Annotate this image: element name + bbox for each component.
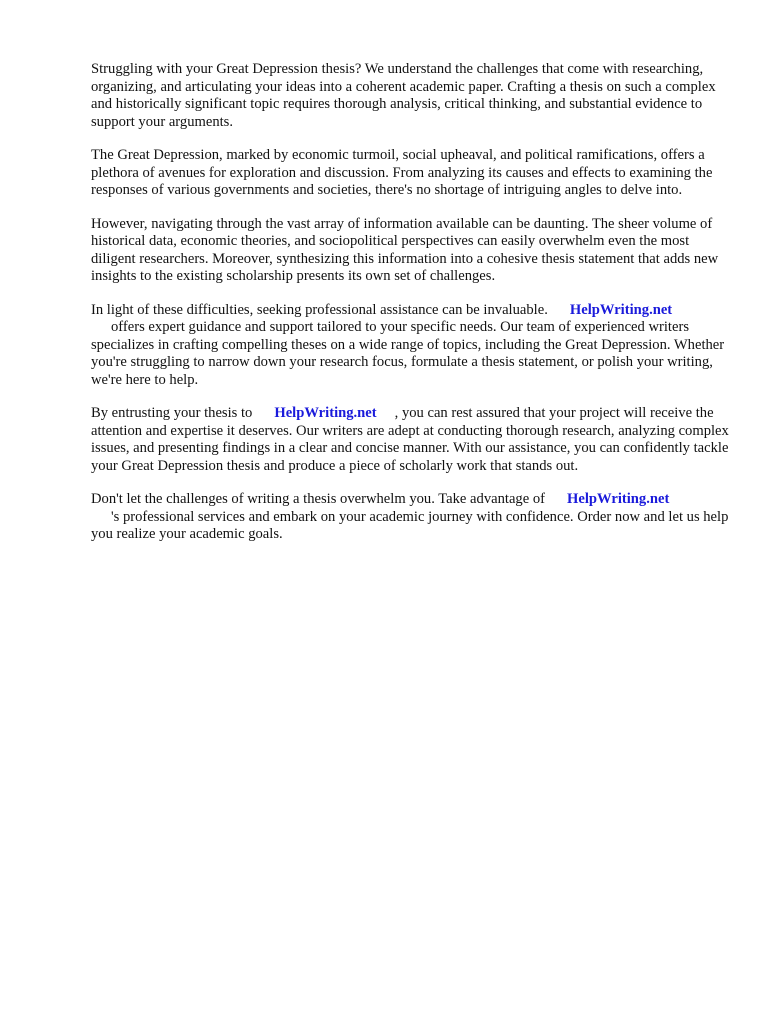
paragraph-closing-text-end: 's professional services and embark on your academic journey with confidence. Order now and let us help you realize your academic goals.	[91, 508, 729, 542]
paragraph-entrust-text-end: , you can rest assured that your project will receive the attention and expertise it deserves. Our writers are adept at conducting thorough research, analyzing complex issues, and presenting findings in a clear and concise manner. With our assistance, you can confidently tackle your Great Depression thesis and produce a piece of scholarly work that stands out.	[91, 405, 729, 474]
paragraph-challenges: However, navigating through the vast array of information available can be daunting. The sheer volume of historical data, economic theories, and sociopolitical perspectives can easily overwhelm even the most diligent researchers. Moreover, synthesizing this information into a cohesive thesis statement that adds new insights to the existing scholarship presents its own set of challenges.	[91, 215, 719, 284]
helpwriting-link-2[interactable]: HelpWriting.net	[274, 405, 377, 421]
paragraph-assistance-text-start: In light of these difficulties, seeking professional assistance can be invaluable.	[91, 301, 548, 318]
paragraph-entrust	[91, 405, 731, 475]
paragraph-context: The Great Depression, marked by economic turmoil, social upheaval, and political ramifications, offers a plethora of avenues for exploration and discussion. From analyzing its causes and effects to examining the responses of various governments and societies, there's no shortage of intriguing angles to delve into.	[91, 147, 713, 198]
paragraph-closing-text-start: Don't let the challenges of writing a thesis overwhelm you. Take advantage of	[91, 491, 546, 507]
paragraph-entrust-text-start: By entrusting your thesis to	[91, 405, 253, 421]
paragraph-assistance	[91, 302, 731, 390]
helpwriting-link-1[interactable]: HelpWriting.net	[569, 301, 673, 318]
document-body	[91, 61, 731, 560]
paragraph-intro: Struggling with your Great Depression thesis? We understand the challenges that come with researching, organizing, and articulating your ideas into a coherent academic paper. Crafting a thesis on such a complex and historically significant topic requires thorough analysis, critical thinking, and substantial evidence to support your arguments.	[91, 61, 716, 130]
paragraph-assistance-text-end: offers expert guidance and support tailored to your specific needs. Our team of experienced writers specializes in crafting compelling theses on a wide range of topics, including the Great Depression. Whether you're struggling to narrow down your research focus, formulate a thesis statement, or polish your writing, we're here to help.	[91, 319, 725, 388]
helpwriting-link-3[interactable]: HelpWriting.net	[567, 491, 670, 507]
paragraph-closing	[91, 491, 731, 544]
